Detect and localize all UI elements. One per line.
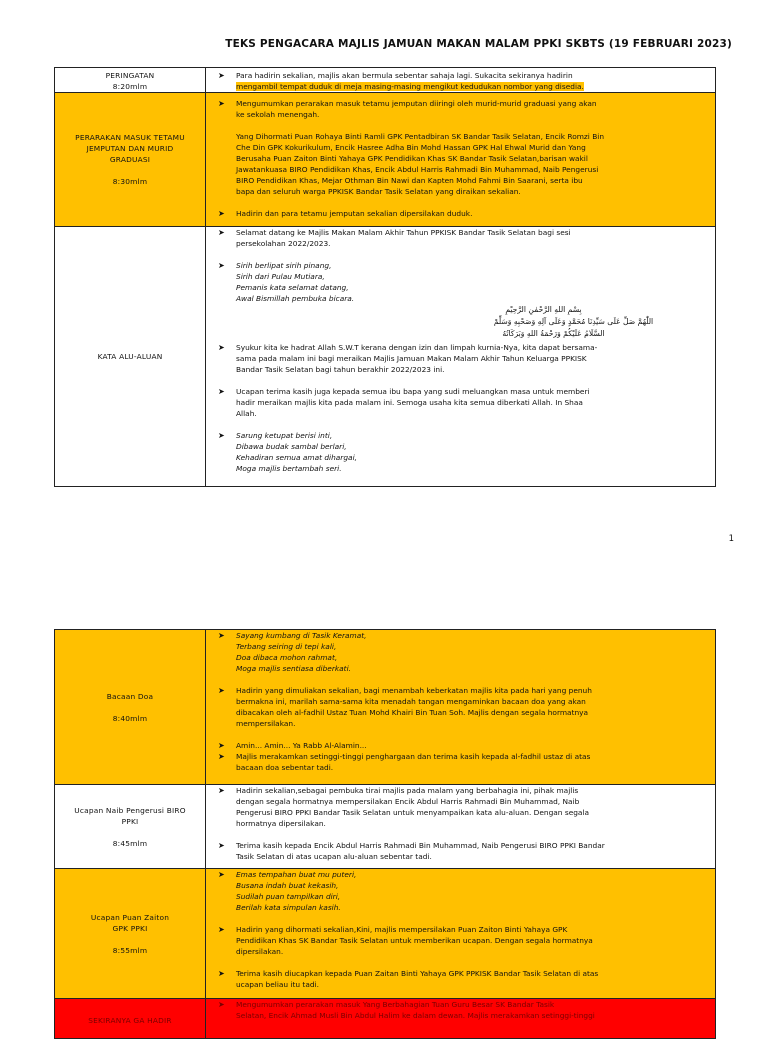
item-line: Sirih dari Pulau Mutiara, [236,272,325,281]
item-line: Berusaha Puan Zaiton Binti Yahaya GPK Pendidikan Khas SK Bandar Tasik Selatan,barisan wakil [236,154,588,163]
item-line: dipersilakan. [236,947,284,956]
section-time: 8:45mlm [112,838,148,848]
item-line: Sudilah puan tampilkan diri, [236,892,341,901]
item-line: persekolahan 2022/2023. [236,239,331,248]
item-line: Moga majlis sentiasa diberkati. [236,664,351,673]
item-line: Berilah kata simpulan kasih. [236,903,341,912]
item-line: Busana indah buat kekasih, [236,881,339,890]
arrow-bullet-icon: ➤ [218,631,225,640]
item-line: Sirih berlipat sirih pinang, [236,261,332,270]
section-cell [55,227,206,487]
item-line: sama pada malam ini bagi meraikan Majlis Jamuan Makan Malam Akhir Tahun Keluarga PPKISK [236,354,587,363]
item-line: mempersilakan. [236,719,296,728]
section-time: 8:40mlm [112,713,148,723]
item-line: Sarung ketupat berisi inti, [236,431,333,440]
item-line: ucapan beliau itu tadi. [236,980,319,989]
arrow-bullet-icon: ➤ [218,870,225,879]
item-line: Mengumumkan perarakan masuk tetamu jemputan diiringi oleh murid-murid graduasi yang akan [236,99,597,108]
content-cell [206,869,716,999]
arrow-bullet-icon: ➤ [218,741,225,750]
section-cell [55,869,206,999]
item-line: Majlis merakamkan setinggi-tinggi penghargaan dan terima kasih kepada al-fadhil ustaz di atas [236,752,591,761]
section-name-line: Ucapan Puan Zaiton [90,912,170,922]
content-cell [206,227,716,487]
arrow-bullet-icon: ➤ [218,841,225,850]
list-item [208,751,709,773]
item-line: Selatan, Encik Ahmad Musli Bin Abdul Halim ke dalam dewan. Majlis merakamkan setinggi-tinggi [236,1011,595,1020]
list-item [208,785,709,829]
item-line: Che Din GPK Kokurikulum, Encik Hasree Adha Bin Mohd Hassan GPK Hal Ehwal Murid dan Yang [236,143,586,152]
item-line: Terbang seiring di tepi kali, [236,642,337,651]
item-line: Tasik Selatan di atas ucapan alu-aluan sebentar tadi. [236,852,432,861]
item-line: Doa dibaca mohon rahmat, [236,653,338,662]
arrow-bullet-icon: ➤ [218,209,225,218]
section-cell [55,630,206,785]
item-line: Jawatankuasa BIRO Pendidikan Khas, Encik Abdul Harris Rahmadi Bin Muhammad, Naib Pengerusi [236,165,599,174]
item-line: bapa dan seluruh warga PPKISK Bandar Tasik Selatan yang diraikan sekalian. [236,187,521,196]
pantun-item [208,430,709,474]
item-line: bacaan doa sebentar tadi. [236,763,334,772]
arrow-bullet-icon: ➤ [218,71,225,80]
section-name-line: JEMPUTAN DAN MURID [86,144,174,153]
item-line: Amin... Amin... Ya Rabb Al-Alamin... [236,741,367,750]
list-item [208,999,709,1021]
table-row [55,869,716,999]
item-line: Emas tempahan buat mu puteri, [236,870,357,879]
item-line: dengan segala hormatnya mempersilakan Encik Abdul Harris Rahmadi Bin Muhammad, Naib [236,797,580,806]
pantun-item [208,630,709,674]
item-line: hormatnya dipersilakan. [236,819,326,828]
content-cell [206,999,716,1039]
item-line: Pengerusi BIRO PPKI Bandar Tasik Selatan untuk menyampaikan kata alu-aluan. Dengan segala [236,808,590,817]
schedule-table-2 [54,629,716,1039]
list-item [208,208,709,219]
arabic-greeting [208,304,709,340]
arrow-bullet-icon: ➤ [218,925,225,934]
section-name: Bacaan Doa [106,691,154,701]
list-item [208,740,709,751]
section-cell [55,93,206,227]
section-time: 8:30mlm [112,177,148,186]
section-name-line: PERARAKAN MASUK TETAMU [75,133,185,142]
list-item [208,70,709,92]
content-cell [206,93,716,227]
item-line: Terima kasih kepada Encik Abdul Harris Rahmadi Bin Muhammad, Naib Pengerusi BIRO PPKI Bandar [236,841,605,850]
arrow-bullet-icon: ➤ [218,1000,225,1009]
section-name-line: GPK PPKI [112,923,148,933]
list-item [208,924,709,957]
item-line: Pendidikan Khas SK Bandar Tasik Selatan untuk memberikan ucapan. Dengan segala hormatnya [236,936,593,945]
item-line: ke sekolah menengah. [236,110,320,119]
content-cell [206,630,716,785]
table-row [55,68,716,93]
item-line: bermakna ini, marilah sama-sama kita menadah tangan mengaminkan bacaan doa yang akan [236,697,586,706]
item-line: Hadirin yang dimuliakan sekalian, bagi menambah keberkatan majlis kita pada hari yang penuh [236,686,592,695]
list-item [208,98,709,120]
item-line: Mengumumkan perarakan masuk Yang Berbahagian Tuan Guru Besar SK Bandar Tasik [236,1000,555,1009]
list-item [208,342,709,375]
item-line: Yang Dihormati Puan Rohaya Binti Ramli GPK Pentadbiran SK Bandar Tasik Selatan, Encik Romzi Bin [236,132,605,141]
content-cell [206,785,716,869]
item-line: Bandar Tasik Selatan bagi tahun berakhir 2022/2023 ini. [236,365,445,374]
arrow-bullet-icon: ➤ [218,786,225,795]
item-line: Hadirin yang dihormati sekalian,Kini, majlis mempersilakan Puan Zaiton Binti Yahaya GPK [236,925,568,934]
item-line: BIRO Pendidikan Khas, Mejar Othman Bin Nawi dan Kapten Mohd Fahmi Bin Saarani, serta ibu [236,176,583,185]
item-line: Para hadirin sekalian, majlis akan bermula sebentar sahaja lagi. Sukacita sekiranya hadirin [236,71,573,80]
table-row [55,999,716,1039]
list-item [208,386,709,419]
section-name-line: Ucapan Naib Pengerusi BIRO [74,805,186,815]
item-line: Hadirin dan para tetamu jemputan sekalian dipersilakan duduk. [236,209,473,218]
item-line: Hadirin sekalian,sebagai pembuka tirai majlis pada malam yang berbahagia ini, pihak majlis [236,786,579,795]
item-line: Selamat datang ke Majlis Makan Malam Akhir Tahun PPKISK Bandar Tasik Selatan bagi sesi [236,228,571,237]
section-time: 8:20mlm [112,82,148,91]
document-title: TEKS PENGACARA MAJLIS JAMUAN MAKAN MALAM PPKI SKBTS (19 FEBRUARI 2023) [225,38,732,50]
item-line: mengambil tempat duduk di meja masing-masing mengikut kedudukan nombor yang disedia. [236,82,584,91]
section-time: 8:55mlm [112,945,148,955]
arrow-bullet-icon: ➤ [218,686,225,695]
item-line: Ucapan terima kasih juga kepada semua ibu bapa yang sudi meluangkan masa untuk memberi [236,387,590,396]
list-item [208,840,709,862]
page-number: 1 [728,534,734,544]
section-cell [55,999,206,1039]
table-row [55,227,716,487]
table-row [55,93,716,227]
list-item [208,968,709,990]
item-line: Syukur kita ke hadrat Allah S.W.T kerana dengan izin dan limpah kurnia-Nya, kita dapat bersama- [236,343,598,352]
section-cell [55,68,206,93]
arrow-bullet-icon: ➤ [218,99,225,108]
section-cell [55,785,206,869]
item-line: Moga majlis bertambah seri. [236,464,342,473]
section-name-line: PPKI [121,816,139,826]
pantun-item [208,869,709,913]
item-line: dibacakan oleh al-fadhil Ustaz Tuan Mohd Khairi Bin Tuan Soh. Majlis dengan segala hormatnya [236,708,589,717]
item-line: Terima kasih diucapkan kepada Puan Zaitan Binti Yahaya GPK PPKISK Bandar Tasik Selatan di atas [236,969,599,978]
section-name: KATA ALU-ALUAN [97,352,163,361]
arrow-bullet-icon: ➤ [218,752,225,761]
arrow-bullet-icon: ➤ [218,343,225,352]
arabic-line: السَّلَامُ عَلَيْكُمْ وَرَحْمَةُ اللهِ وَبَرَكَاتُهُ [502,329,605,338]
table-row [55,785,716,869]
list-item [208,227,709,249]
arrow-bullet-icon: ➤ [218,228,225,237]
item-line: Pemanis kata selamat datang, [236,283,349,292]
arrow-bullet-icon: ➤ [218,261,225,270]
table-row [55,630,716,785]
section-name: PERINGATAN [105,71,155,80]
schedule-table-1 [54,67,716,487]
item-line: hadir meraikan majlis kita pada malam ini. Semoga usaha kita semua diberkati Allah. In Shaa [236,398,583,407]
item-line: Kehadiran semua amat dihargai, [236,453,357,462]
arabic-line: اللّٰهُمَّ صَلِّ عَلَى سَيِّدِنَا مُحَمَّدٍ وَعَلَى آلِهِ وَصَحْبِهِ وَسَلِّمْ [493,317,654,326]
item-line: Allah. [236,409,257,418]
list-item [208,685,709,729]
item-line: Awal Bismillah pembuka bicara. [236,294,355,303]
list-item [208,131,709,197]
arrow-bullet-icon: ➤ [218,969,225,978]
item-line: Dibawa budak sambal berlari, [236,442,347,451]
section-name-line: GRADUASI [109,155,151,164]
content-cell [206,68,716,93]
arrow-bullet-icon: ➤ [218,431,225,440]
arrow-bullet-icon: ➤ [218,387,225,396]
item-line: Sayang kumbang di Tasik Keramat, [236,631,367,640]
pantun-item [208,260,709,304]
section-name: SEKIRANYA GA HADIR [88,1016,172,1025]
arabic-line: بِسْمِ اللهِ الرَّحْمٰنِ الرَّحِيْمِ [505,305,582,314]
